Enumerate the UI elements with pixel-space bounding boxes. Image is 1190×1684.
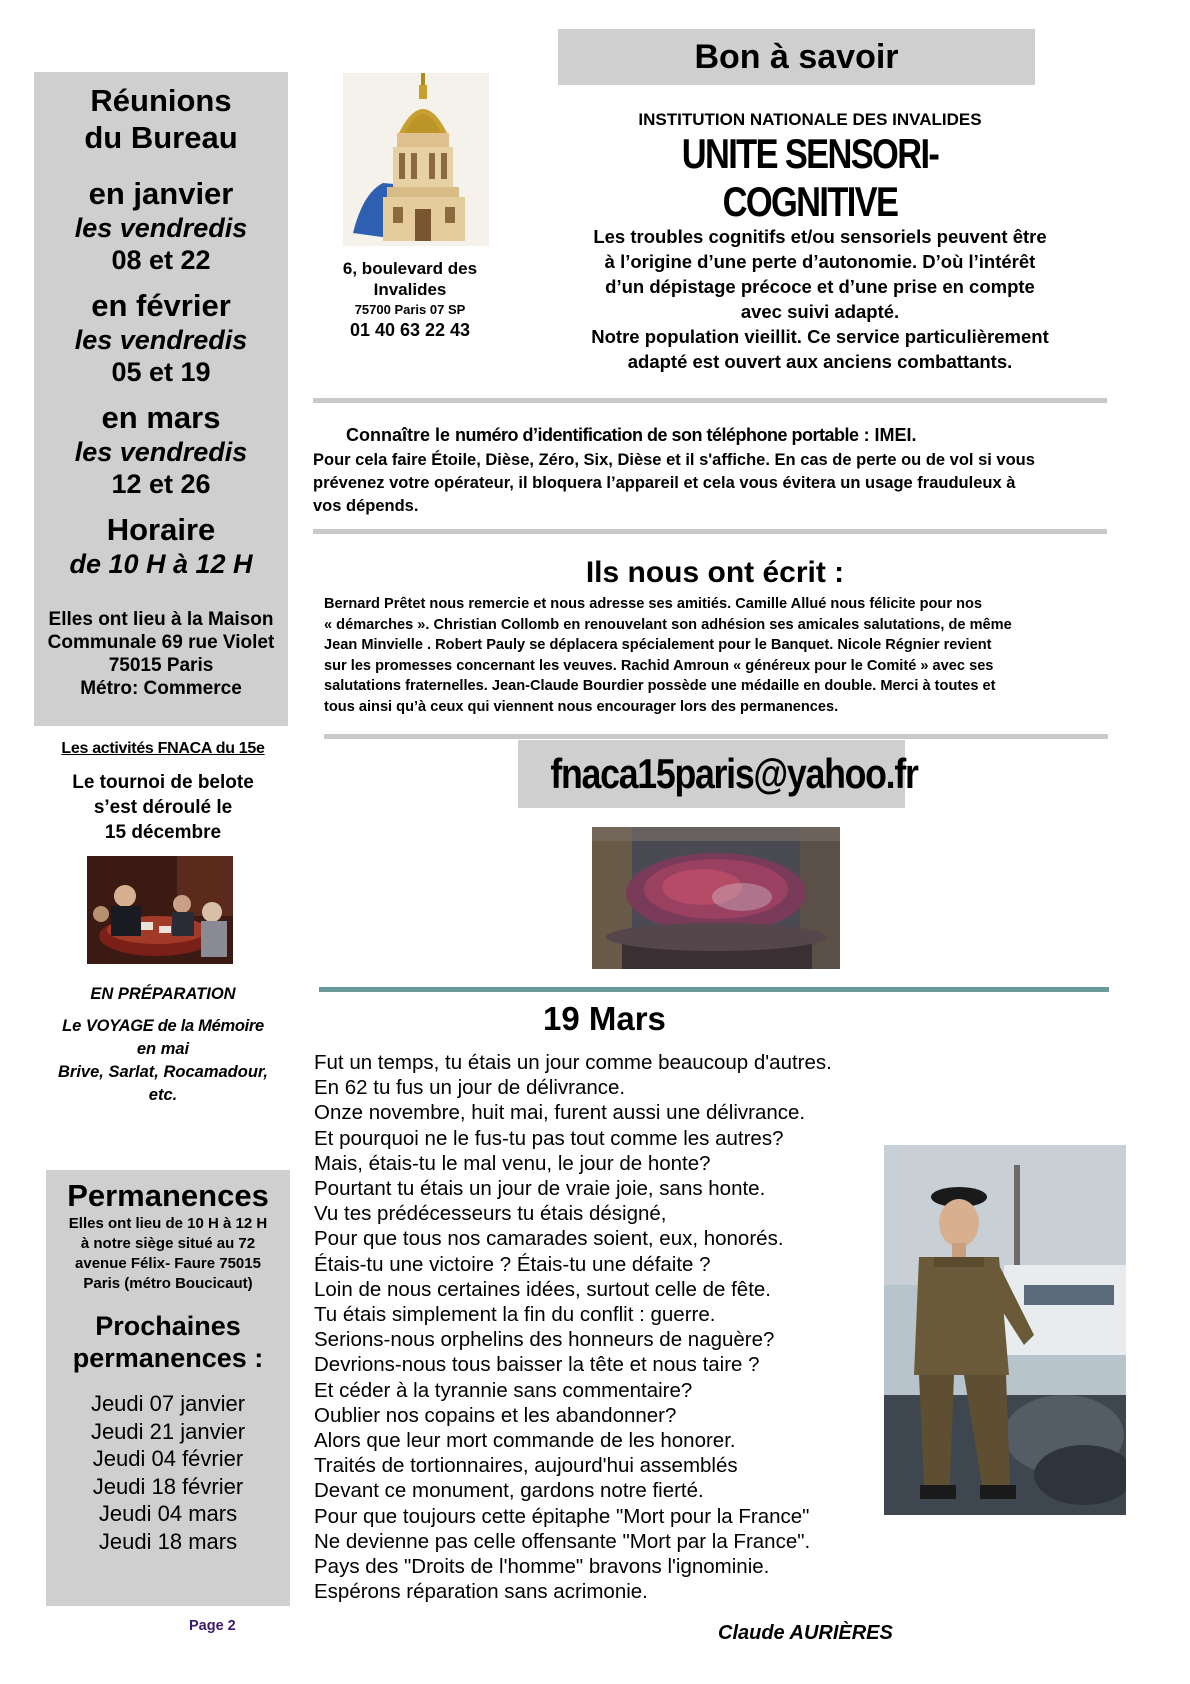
days-label: les vendredis xyxy=(74,437,248,467)
divider xyxy=(313,398,1107,403)
dates-label: 08 et 22 xyxy=(111,245,211,275)
month-label: en mars xyxy=(101,400,221,435)
perm-date: Jeudi 07 janvier xyxy=(90,1391,246,1416)
email-link[interactable]: fnaca15paris@yahoo.fr xyxy=(550,750,918,797)
poem-line: Traités de tortionnaires, aujourd'hui assemblés xyxy=(314,1454,738,1478)
voyage-title: VOYAGE de la Mémoire xyxy=(85,1017,264,1035)
ecrit-line: sur les promesses concernant les veuves. Rachid Amroun « généreux pour le Comité » avec ses xyxy=(324,657,994,674)
address-line: 6, boulevard des xyxy=(342,259,478,278)
lieu-line: 75015 Paris xyxy=(108,655,214,676)
text-line: Notre population vieillit. Ce service particulièrement xyxy=(591,326,1049,347)
invalides-logo xyxy=(343,73,489,246)
ecrit-text xyxy=(324,594,1114,718)
belote-text xyxy=(30,770,296,845)
dates-label: 05 et 19 xyxy=(111,357,211,387)
poem-line: Fut un temps, tu étais un jour comme beaucoup d'autres. xyxy=(314,1051,832,1074)
bon-a-savoir-header: Bon à savoir xyxy=(558,29,1035,85)
poem-line: Mais, étais-tu le mal venu, le jour de honte? xyxy=(314,1151,711,1175)
ecrit-line: Jean Minvielle . Robert Pauly se déplacera spécialement pour le Banquet. Nicole Régnier revient xyxy=(324,637,992,654)
perm-info-line: Elles ont lieu de 10 H à 12 H xyxy=(68,1215,268,1232)
crowd-photo xyxy=(592,827,840,969)
postal-line: 75700 Paris 07 SP xyxy=(354,302,466,317)
ecrit-line: « démarches ». Christian Collomb en renouvelant son adhésion ses amicales salutations, de même xyxy=(324,616,1012,633)
address-line: Invalides xyxy=(373,280,447,299)
perm-date: Jeudi 18 février xyxy=(92,1473,244,1499)
poem-title: 19 Mars xyxy=(543,1000,666,1037)
voyage-places: Brive, Sarlat, Rocamadour, xyxy=(58,1063,268,1081)
imei-line: vos dépends. xyxy=(313,497,419,515)
month-label: en janvier xyxy=(88,176,234,211)
text-line: à l’origine d’une perte d’autonomie. D’où l’intérêt xyxy=(604,251,1036,272)
prochaines-line1: Prochaines xyxy=(95,1311,241,1341)
reunions-bureau-box xyxy=(34,72,288,726)
days-label: les vendredis xyxy=(74,325,248,355)
ecrit-line: tous ainsi qu’à ceux qui viennent nous encourager lors des permanences. xyxy=(324,698,839,715)
horaire-label: Horaire xyxy=(106,512,216,547)
belote-line: 15 décembre xyxy=(104,822,222,843)
activites-heading: Les activités FNACA du 15e xyxy=(61,740,265,757)
poem-line: Étais-tu une victoire ? Étais-tu une défaite ? xyxy=(314,1252,711,1276)
text-line: adapté est ouvert aux anciens combattants. xyxy=(627,351,1013,372)
poem-author: Claude AURIÈRES xyxy=(718,1622,893,1644)
poem-line: Et céder à la tyrannie sans commentaire? xyxy=(314,1378,693,1402)
perm-info-line: Paris (métro Boucicaut) xyxy=(83,1275,253,1292)
reunion-month-block xyxy=(34,288,288,388)
poem-line: Et pourquoi ne le fus-tu pas tout comme les autres? xyxy=(314,1126,784,1150)
voyage-when: en mai xyxy=(136,1040,190,1058)
imei-suffix: : IMEI. xyxy=(858,425,917,445)
poem-line: Pour que toujours cette épitaphe "Mort pour la France" xyxy=(314,1504,810,1528)
reunion-month-block xyxy=(34,400,288,500)
imei-intro: Connaître le xyxy=(346,425,456,445)
lieu-line: Communale 69 rue Violet xyxy=(47,632,275,653)
ecrit-line: salutations fraternelles. Jean-Claude Bourdier possède une médaille en double. Merci à toutes et xyxy=(324,678,996,695)
soldier-photo xyxy=(884,1145,1126,1515)
perm-date: Jeudi 18 mars xyxy=(98,1528,238,1554)
poem-line: Devrions-nous tous baisser la tête et nous taire ? xyxy=(314,1353,760,1377)
lieu-line: Elles ont lieu à la Maison xyxy=(48,609,274,630)
poem-divider xyxy=(319,987,1109,992)
reunions-title-line2: du Bureau xyxy=(84,120,238,155)
permanences-title: Permanences xyxy=(67,1178,269,1213)
bon-a-savoir-text xyxy=(540,224,1100,374)
reunions-title-line1: Réunions xyxy=(90,83,232,118)
imei-intro-line xyxy=(346,425,917,446)
reunion-month-block xyxy=(34,176,288,276)
preparation-label: EN PRÉPARATION xyxy=(90,985,236,1003)
voyage-line xyxy=(30,1015,296,1038)
divider xyxy=(313,529,1107,534)
poem-line: Tu étais simplement la fin du conflit : guerre. xyxy=(314,1303,716,1327)
poem-line: Ne devienne pas celle offensante "Mort par la France". xyxy=(314,1529,811,1553)
month-label: en février xyxy=(91,288,231,323)
days-label: les vendredis xyxy=(74,213,248,243)
perm-date: Jeudi 21 janvier xyxy=(90,1418,246,1444)
perm-info-line: à notre siège situé au 72 xyxy=(80,1235,256,1252)
imei-bold: numéro d’identification de son téléphone portable xyxy=(455,425,859,445)
text-line: Les troubles cognitifs et/ou sensoriels peuvent être xyxy=(593,226,1047,247)
ecrit-title: Ils nous ont écrit : xyxy=(585,556,845,589)
permanences-box xyxy=(46,1170,290,1606)
imei-line: prévenez votre opérateur, il bloquera l’appareil et cela vous évitera un usage frauduleux à xyxy=(313,474,1016,492)
institution-name: INSTITUTION NATIONALE DES INVALIDES xyxy=(638,110,982,129)
divider xyxy=(324,734,1108,739)
poem-line: Pour que tous nos camarades soient, eux, honorés. xyxy=(314,1227,784,1251)
page-number: Page 2 xyxy=(189,1618,236,1634)
poem-line: Devant ce monument, gardons notre fierté. xyxy=(314,1479,704,1503)
voyage-places: etc. xyxy=(148,1086,178,1104)
voyage-prefix: Le xyxy=(62,1017,86,1035)
poem-line: Alors que leur mort commande de les honorer. xyxy=(314,1429,736,1453)
poem-text xyxy=(314,1050,894,1604)
text-line: avec suivi adapté. xyxy=(740,301,900,322)
imei-line: Pour cela faire Étoile, Dièse, Zéro, Six, Dièse et il s'affiche. En cas de perte ou de vol si vous xyxy=(313,451,1035,469)
perm-date: Jeudi 04 février xyxy=(92,1446,244,1471)
horaire-value: de 10 H à 12 H xyxy=(69,549,253,579)
prochaines-line2: permanences : xyxy=(72,1343,264,1373)
belote-line: s’est déroulé le xyxy=(93,797,233,818)
unit-name: UNITE SENSORI-COGNITIVE xyxy=(681,130,939,225)
imei-text xyxy=(313,449,1123,518)
poem-line: Pourtant tu étais un jour de vraie joie, sans honte. xyxy=(314,1177,766,1201)
ecrit-line: Bernard Prêtet nous remercie et nous adresse ses amitiés. Camille Allué nous félicite pour nos xyxy=(324,596,983,612)
poem-line: Loin de nous certaines idées, surtout celle de fête. xyxy=(314,1277,771,1301)
dates-label: 12 et 26 xyxy=(111,469,211,499)
perm-date: Jeudi 04 mars xyxy=(98,1501,238,1526)
text-line: d’un dépistage précoce et d’une prise en compte xyxy=(605,276,1035,297)
poem-line: En 62 tu fus un jour de délivrance. xyxy=(314,1076,626,1100)
email-box xyxy=(518,740,918,808)
invalides-address xyxy=(320,258,500,342)
perm-info-line: avenue Félix- Faure 75015 xyxy=(75,1255,261,1272)
poem-line: Pays des "Droits de l'homme" bravons l'ignominie. xyxy=(314,1555,770,1579)
belote-line: Le tournoi de belote xyxy=(72,772,254,793)
lieu-line: Métro: Commerce xyxy=(80,678,242,699)
poem-line: Vu tes prédécesseurs tu étais désigné, xyxy=(314,1202,667,1226)
phone-number: 01 40 63 22 43 xyxy=(349,320,471,340)
poem-line: Espérons réparation sans acrimonie. xyxy=(314,1580,648,1604)
voyage-block xyxy=(30,1015,296,1107)
belote-photo xyxy=(87,856,233,964)
poem-line: Onze novembre, huit mai, furent aussi une délivrance. xyxy=(314,1101,806,1125)
poem-line: Serions-nous orphelins des honneurs de naguère? xyxy=(314,1328,775,1352)
poem-line: Oublier nos copains et les abandonner? xyxy=(314,1403,677,1427)
